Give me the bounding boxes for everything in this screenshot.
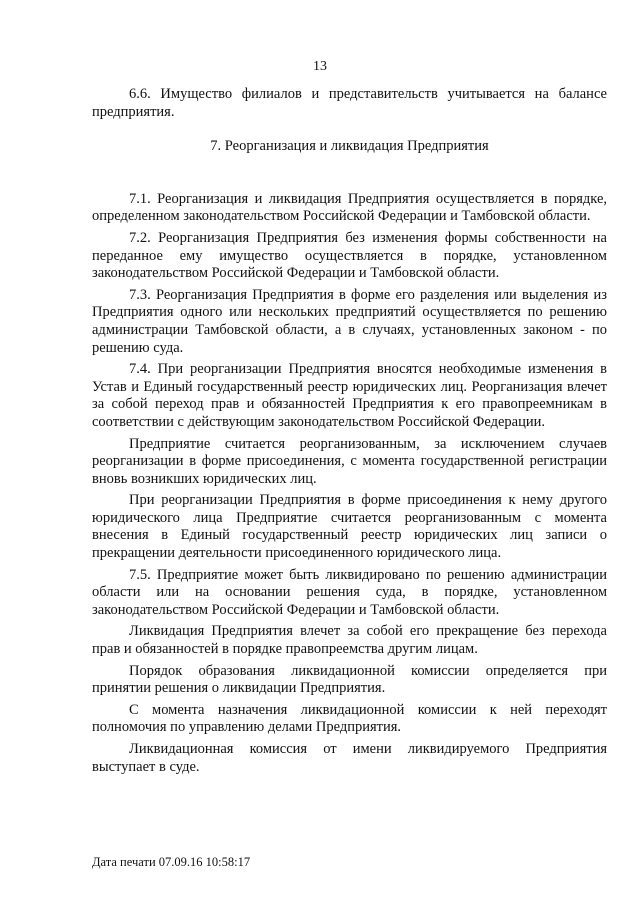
paragraph-6-6: 6.6. Имущество филиалов и представительств учитывается на балансе предприятия. xyxy=(92,86,607,120)
paragraph-7-4-reorganized: Предприятие считается реорганизованным, за исключением случаев реорганизации в форме присоединения, с момента государственной регистрации вновь возникших юридических лиц. xyxy=(92,435,607,487)
section-title: 7. Реорганизация и ликвидация Предприятия xyxy=(210,138,489,155)
paragraph-7-3: 7.3. Реорганизация Предприятия в форме его разделения или выделения из Предприятия одного или нескольких предприятий осуществляется по решению администрации Тамбовской области, а в случаях, установленных законом - по решению суда. xyxy=(92,286,607,356)
paragraph-7-4-merger: При реорганизации Предприятия в форме присоединения к нему другого юридического лица Предприятие считается реорганизованным с момента внесения в Единый государственный реестр юридических лиц записи о прекращении деятельности присоединенного юридического лица. xyxy=(92,492,607,562)
page-number: 13 xyxy=(313,59,327,74)
document-body xyxy=(92,86,607,776)
paragraph-7-5-commission-powers: С момента назначения ликвидационной комиссии к ней переходят полномочия по управлению делами Предприятия. xyxy=(92,701,607,736)
paragraph-7-5-court: Ликвидационная комиссия от имени ликвидируемого Предприятия выступает в суде. xyxy=(92,741,607,775)
paragraph-7-2: 7.2. Реорганизация Предприятия без изменения формы собственности на переданное ему имущество осуществляется в порядке, установленном законодательством Российской Федерации и Тамбовской области. xyxy=(92,229,607,282)
paragraph-7-1: 7.1. Реорганизация и ликвидация Предприятия осуществляется в порядке, определенном законодательством Российской Федерации и Тамбовской области. xyxy=(92,190,607,225)
paragraph-7-5-liquidation: Ликвидация Предприятия влечет за собой его прекращение без перехода прав и обязанностей в порядке правопреемства другим лицам. xyxy=(92,623,607,658)
paragraph-7-5: 7.5. Предприятие может быть ликвидировано по решению администрации области или на основании решения суда, в порядке, установленном законодательством Российской Федерации и Тамбовской области. xyxy=(92,566,607,618)
paragraph-7-5-commission-formation: Порядок образования ликвидационной комиссии определяется при принятии решения о ликвидации Предприятия. xyxy=(92,662,607,697)
print-date-footer: Дата печати 07.09.16 10:58:17 xyxy=(92,855,251,869)
paragraph-7-4: 7.4. При реорганизации Предприятия вносятся необходимые изменения в Устав и Единый государственный реестр юридических лиц. Реорганизация влечет за собой переход прав и обязанностей Предприятия к его правопреемникам в соответствии с действующим законодательством Российской Федерации. xyxy=(92,361,607,430)
